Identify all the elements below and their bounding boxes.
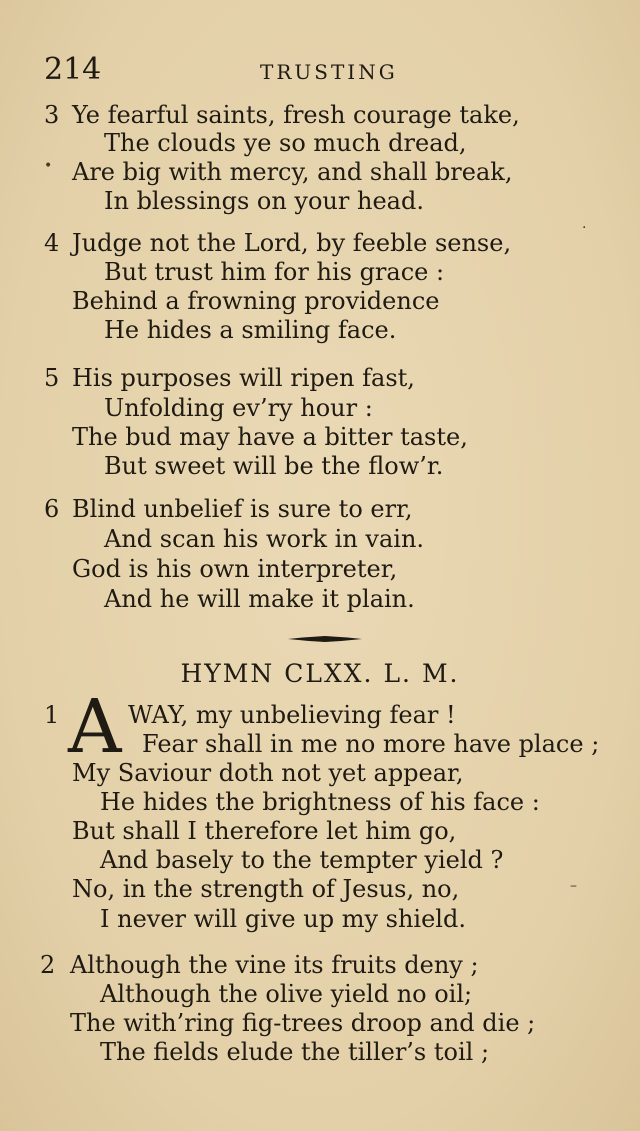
verse-line: Although the vine its fruits deny ;: [70, 951, 479, 979]
verse-line: The bud may have a bitter taste,: [72, 423, 468, 451]
stanza-number: 5: [44, 364, 60, 392]
verse-line: The fields elude the tiller’s toil ;: [100, 1038, 490, 1066]
page-header: [0, 52, 640, 92]
stanza-number: 2: [40, 951, 56, 979]
verse-line: Ye fearful saints, fresh courage take,: [72, 101, 520, 129]
page-number: 214: [44, 52, 102, 87]
verse-line: Behind a frowning providence: [72, 287, 440, 315]
drop-cap: A: [68, 684, 122, 770]
verse-line: Blind unbelief is sure to err,: [72, 495, 413, 523]
verse-line: Fear shall in me no more have place ;: [142, 730, 600, 758]
stanza-number: 1: [44, 701, 60, 729]
verse-line: Although the olive yield no oil;: [100, 980, 473, 1008]
verse-line: But trust him for his grace :: [104, 258, 445, 286]
verse-line: Unfolding ev’ry hour :: [104, 394, 373, 422]
stanza-number: 6: [44, 495, 60, 523]
verse-line: He hides a smiling face.: [104, 316, 397, 344]
stanza-number: 4: [44, 229, 60, 257]
verse-line: The with’ring fig-trees droop and die ;: [70, 1009, 536, 1037]
verse-line: And he will make it plain.: [104, 585, 415, 613]
verse-line: His purposes will ripen fast,: [72, 364, 415, 392]
verse-line: In blessings on your head.: [104, 187, 424, 215]
verse-line: He hides the brightness of his face :: [100, 788, 540, 816]
verse-line: The clouds ye so much dread,: [104, 129, 467, 157]
ink-speck: •: [44, 158, 53, 174]
verse-line: My Saviour doth not yet appear,: [72, 759, 464, 787]
hymn-title: HYMN CLXX. L. M.: [180, 659, 460, 688]
verse-line: No, in the strength of Jesus, no,: [72, 875, 460, 903]
verse-line: I never will give up my shield.: [100, 905, 466, 933]
verse-line: Are big with mercy, and shall break,: [72, 158, 513, 186]
verse-line: God is his own interpreter,: [72, 555, 398, 583]
verse-line: But shall I therefore let him go,: [72, 817, 457, 845]
verse-line: And basely to the tempter yield ?: [100, 846, 504, 874]
ink-speck: –: [570, 878, 577, 894]
ink-speck: ·: [582, 220, 587, 236]
verse-line: But sweet will be the flow’r.: [104, 452, 444, 480]
verse-line: And scan his work in vain.: [104, 525, 425, 553]
running-head: TRUSTING: [260, 60, 398, 84]
ornamental-divider: [288, 636, 362, 642]
verse-line: Judge not the Lord, by feeble sense,: [72, 229, 512, 257]
stanza-number: 3: [44, 101, 60, 129]
verse-line: WAY, my unbelieving fear !: [128, 701, 456, 729]
